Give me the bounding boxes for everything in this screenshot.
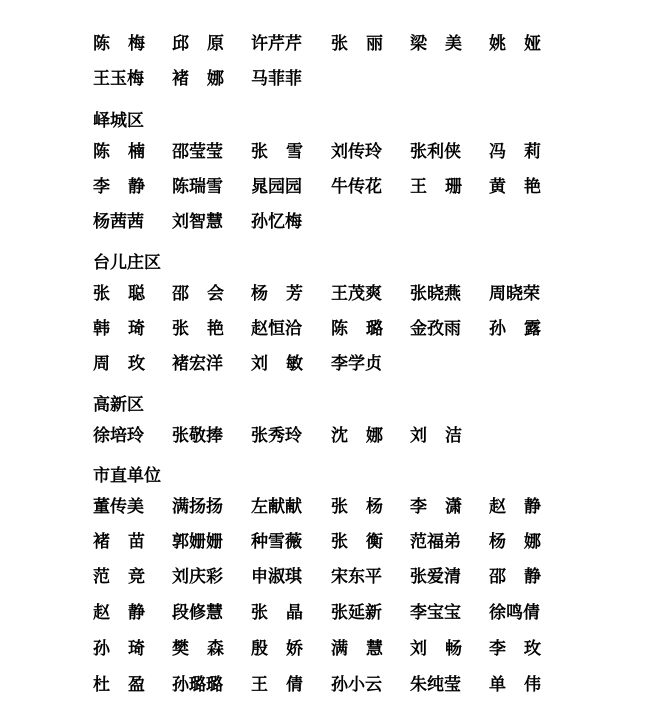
person-name: 杨茜茜 (93, 212, 144, 232)
person-name: 张敬捧 (172, 426, 223, 446)
person-name: 段修慧 (172, 603, 223, 623)
person-name: 孙琦 (93, 639, 145, 659)
person-name: 董传美 (93, 497, 144, 517)
person-name: 赵恒洽 (251, 319, 302, 339)
person-name: 邵静 (489, 567, 541, 587)
person-name: 张雪 (251, 142, 303, 162)
person-name: 韩琦 (93, 319, 145, 339)
person-name: 范福弟 (410, 532, 461, 552)
section-heading: 台儿庄区 (93, 253, 161, 273)
person-name: 陈梅 (93, 34, 145, 54)
person-name: 李玫 (489, 639, 541, 659)
person-name: 赵静 (93, 603, 145, 623)
section-heading: 市直单位 (93, 466, 161, 486)
person-name: 张秀玲 (251, 426, 302, 446)
person-name: 邵会 (172, 284, 224, 304)
name-row (0, 601, 650, 625)
person-name: 孙忆梅 (251, 212, 302, 232)
person-name: 李静 (93, 177, 145, 197)
person-name: 杜盈 (93, 675, 145, 695)
name-row (0, 530, 650, 554)
person-name: 朱纯莹 (410, 675, 461, 695)
person-name: 牛传花 (331, 177, 382, 197)
person-name: 张延新 (331, 603, 382, 623)
person-name: 王倩 (251, 675, 303, 695)
name-row (0, 424, 650, 448)
person-name: 殷娇 (251, 639, 303, 659)
person-name: 种雪薇 (251, 532, 302, 552)
person-name: 褚苗 (93, 532, 145, 552)
person-name: 王珊 (410, 177, 462, 197)
person-name: 满慧 (331, 639, 383, 659)
person-name: 杨娜 (489, 532, 541, 552)
person-name: 王玉梅 (93, 69, 144, 89)
name-row (0, 673, 650, 697)
person-name: 黄艳 (489, 177, 541, 197)
name-row (0, 175, 650, 199)
person-name: 张艳 (172, 319, 224, 339)
name-row (0, 637, 650, 661)
person-name: 陈楠 (93, 142, 145, 162)
name-row (0, 67, 650, 91)
name-row (0, 210, 650, 234)
person-name: 晁园园 (251, 177, 302, 197)
person-name: 褚宏洋 (172, 354, 223, 374)
person-name: 满扬扬 (172, 497, 223, 517)
person-name: 孙小云 (331, 675, 382, 695)
person-name: 宋东平 (331, 567, 382, 587)
person-name: 张爱清 (410, 567, 461, 587)
person-name: 沈娜 (331, 426, 383, 446)
name-row (0, 32, 650, 56)
person-name: 周晓荣 (489, 284, 540, 304)
person-name: 金孜雨 (410, 319, 461, 339)
name-row (0, 317, 650, 341)
person-name: 李潇 (410, 497, 462, 517)
person-name: 许芹芹 (251, 34, 302, 54)
person-name: 冯莉 (489, 142, 541, 162)
person-name: 单伟 (489, 675, 541, 695)
person-name: 刘洁 (410, 426, 462, 446)
person-name: 张利侠 (410, 142, 461, 162)
person-name: 刘畅 (410, 639, 462, 659)
person-name: 褚娜 (172, 69, 224, 89)
person-name: 李宝宝 (410, 603, 461, 623)
person-name: 马菲菲 (251, 69, 302, 89)
person-name: 陈璐 (331, 319, 383, 339)
person-name: 梁美 (410, 34, 462, 54)
person-name: 杨芳 (251, 284, 303, 304)
person-name: 张丽 (331, 34, 383, 54)
person-name: 张聪 (93, 284, 145, 304)
person-name: 王茂爽 (331, 284, 382, 304)
name-row (0, 495, 650, 519)
person-name: 徐培玲 (93, 426, 144, 446)
person-name: 刘智慧 (172, 212, 223, 232)
person-name: 赵静 (489, 497, 541, 517)
person-name: 李学贞 (331, 354, 382, 374)
person-name: 刘庆彩 (172, 567, 223, 587)
name-row (0, 565, 650, 589)
person-name: 左献献 (251, 497, 302, 517)
person-name: 刘传玲 (331, 142, 382, 162)
person-name: 姚娅 (489, 34, 541, 54)
person-name: 张晓燕 (410, 284, 461, 304)
person-name: 樊森 (172, 639, 224, 659)
person-name: 孙璐璐 (172, 675, 223, 695)
person-name: 郭姗姗 (172, 532, 223, 552)
section-heading: 高新区 (93, 395, 144, 415)
person-name: 申淑琪 (251, 567, 302, 587)
name-row (0, 140, 650, 164)
person-name: 张衡 (331, 532, 383, 552)
section-heading: 峄城区 (93, 111, 144, 131)
name-row (0, 352, 650, 376)
person-name: 周玫 (93, 354, 145, 374)
person-name: 张晶 (251, 603, 303, 623)
person-name: 徐鸣倩 (489, 603, 540, 623)
person-name: 范竞 (93, 567, 145, 587)
person-name: 孙露 (489, 319, 541, 339)
person-name: 刘敏 (251, 354, 303, 374)
person-name: 张杨 (331, 497, 383, 517)
person-name: 邱原 (172, 34, 224, 54)
person-name: 陈瑞雪 (172, 177, 223, 197)
name-row (0, 282, 650, 306)
person-name: 邵莹莹 (172, 142, 223, 162)
